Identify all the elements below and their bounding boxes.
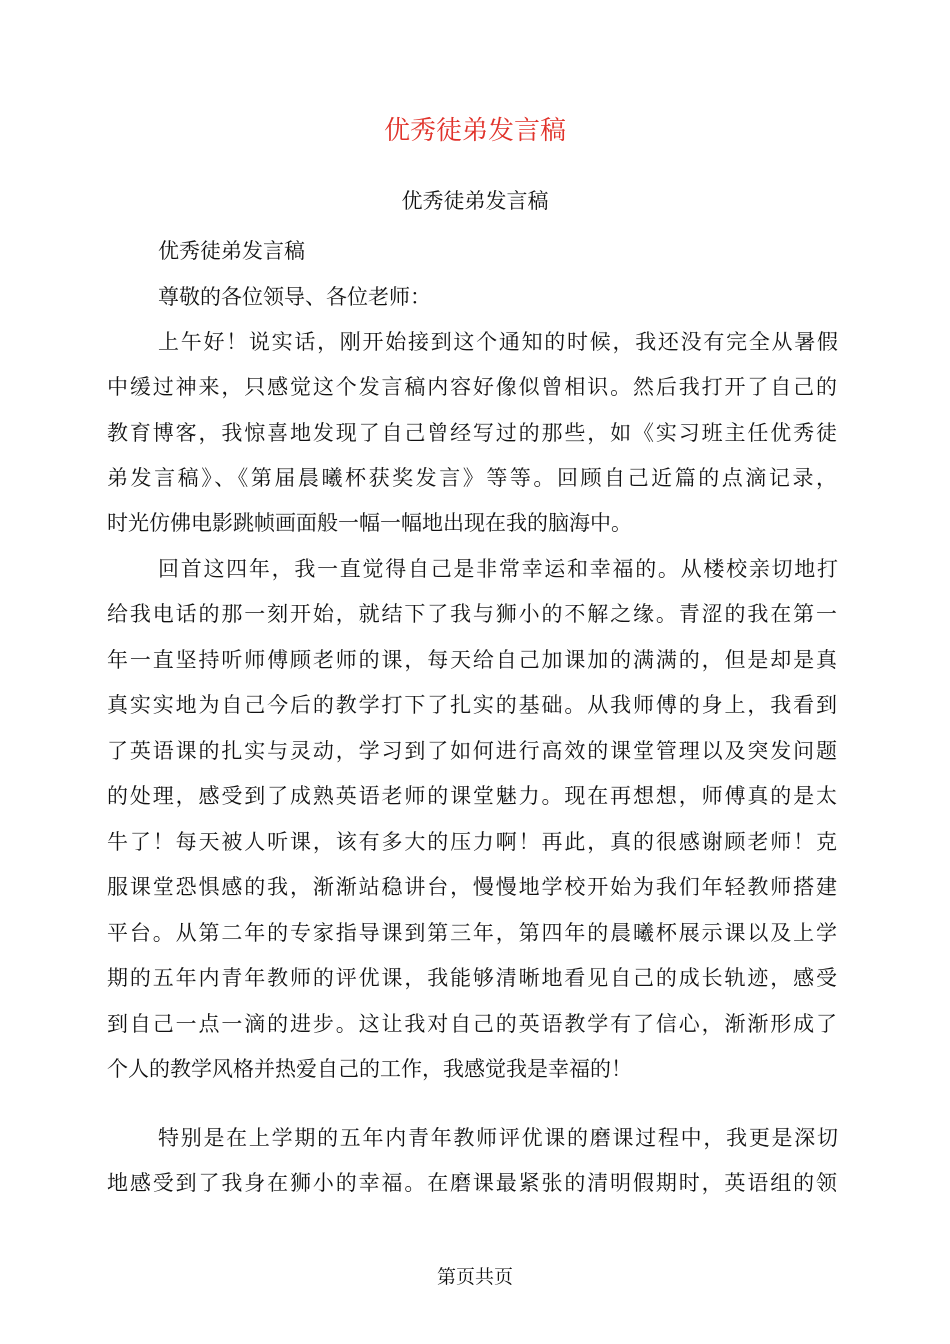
paragraph-line: 弟发言稿》、《第届晨曦杯获奖发言》等等。回顾自己近篇的点滴记录， bbox=[107, 466, 837, 490]
paragraph-line: 特别是在上学期的五年内青年教师评优课的磨课过程中，我更是深切 bbox=[158, 1126, 838, 1150]
paragraph-line: 回首这四年，我一直觉得自己是非常幸运和幸福的。从楼校亲切地打 bbox=[158, 557, 838, 581]
paragraph-line: 期的五年内青年教师的评优课，我能够清晰地看见自己的成长轨迹，感受 bbox=[107, 966, 837, 990]
paragraph-line: 的处理，感受到了成熟英语老师的课堂魅力。现在再想想，师傅真的是太 bbox=[107, 784, 837, 808]
document-title: 优秀徒弟发言稿 bbox=[383, 116, 566, 146]
paragraph-line: 牛了！每天被人听课，该有多大的压力啊！再此，真的很感谢顾老师！克 bbox=[107, 830, 837, 854]
page-footer: 第页共页 bbox=[436, 1266, 513, 1288]
document-subtitle: 优秀徒弟发言稿 bbox=[401, 189, 549, 213]
paragraph-line: 地感受到了我身在狮小的幸福。在磨课最紧张的清明假期时，英语组的领 bbox=[107, 1171, 837, 1195]
paragraph-line: 了英语课的扎实与灵动，学习到了如何进行高效的课堂管理以及突发问题 bbox=[107, 739, 837, 763]
paragraph-line: 上午好！说实话，刚开始接到这个通知的时候，我还没有完全从暑假 bbox=[158, 330, 838, 354]
paragraph-line: 真实实地为自己今后的教学打下了扎实的基础。从我师傅的身上，我看到 bbox=[107, 693, 837, 717]
paragraph-line: 年一直坚持听师傅顾老师的课，每天给自己加课加的满满的，但是却是真 bbox=[107, 648, 837, 672]
paragraph-line: 给我电话的那一刻开始，就结下了我与狮小的不解之缘。青涩的我在第一 bbox=[107, 602, 837, 626]
paragraph-line: 教育博客，我惊喜地发现了自己曾经写过的那些，如《实习班主任优秀徒 bbox=[107, 421, 837, 445]
paragraph-line: 服课堂恐惧感的我，渐渐站稳讲台，慢慢地学校开始为我们年轻教师搭建 bbox=[107, 875, 837, 899]
paragraph-line: 到自己一点一滴的进步。这让我对自己的英语教学有了信心，渐渐形成了 bbox=[107, 1012, 837, 1036]
heading-repeat: 优秀徒弟发言稿 bbox=[158, 239, 305, 263]
paragraph-line: 个人的教学风格并热爱自己的工作，我感觉我是幸福的！ bbox=[107, 1057, 632, 1081]
paragraph-line: 平台。从第二年的专家指导课到第三年，第四年的晨曦杯展示课以及上学 bbox=[107, 921, 837, 945]
salutation: 尊敬的各位领导、各位老师： bbox=[158, 285, 431, 309]
paragraph-line: 时光仿佛电影跳帧画面般一幅一幅地出现在我的脑海中。 bbox=[107, 511, 632, 535]
paragraph-line: 中缓过神来，只感觉这个发言稿内容好像似曾相识。然后我打开了自己的 bbox=[107, 375, 837, 399]
